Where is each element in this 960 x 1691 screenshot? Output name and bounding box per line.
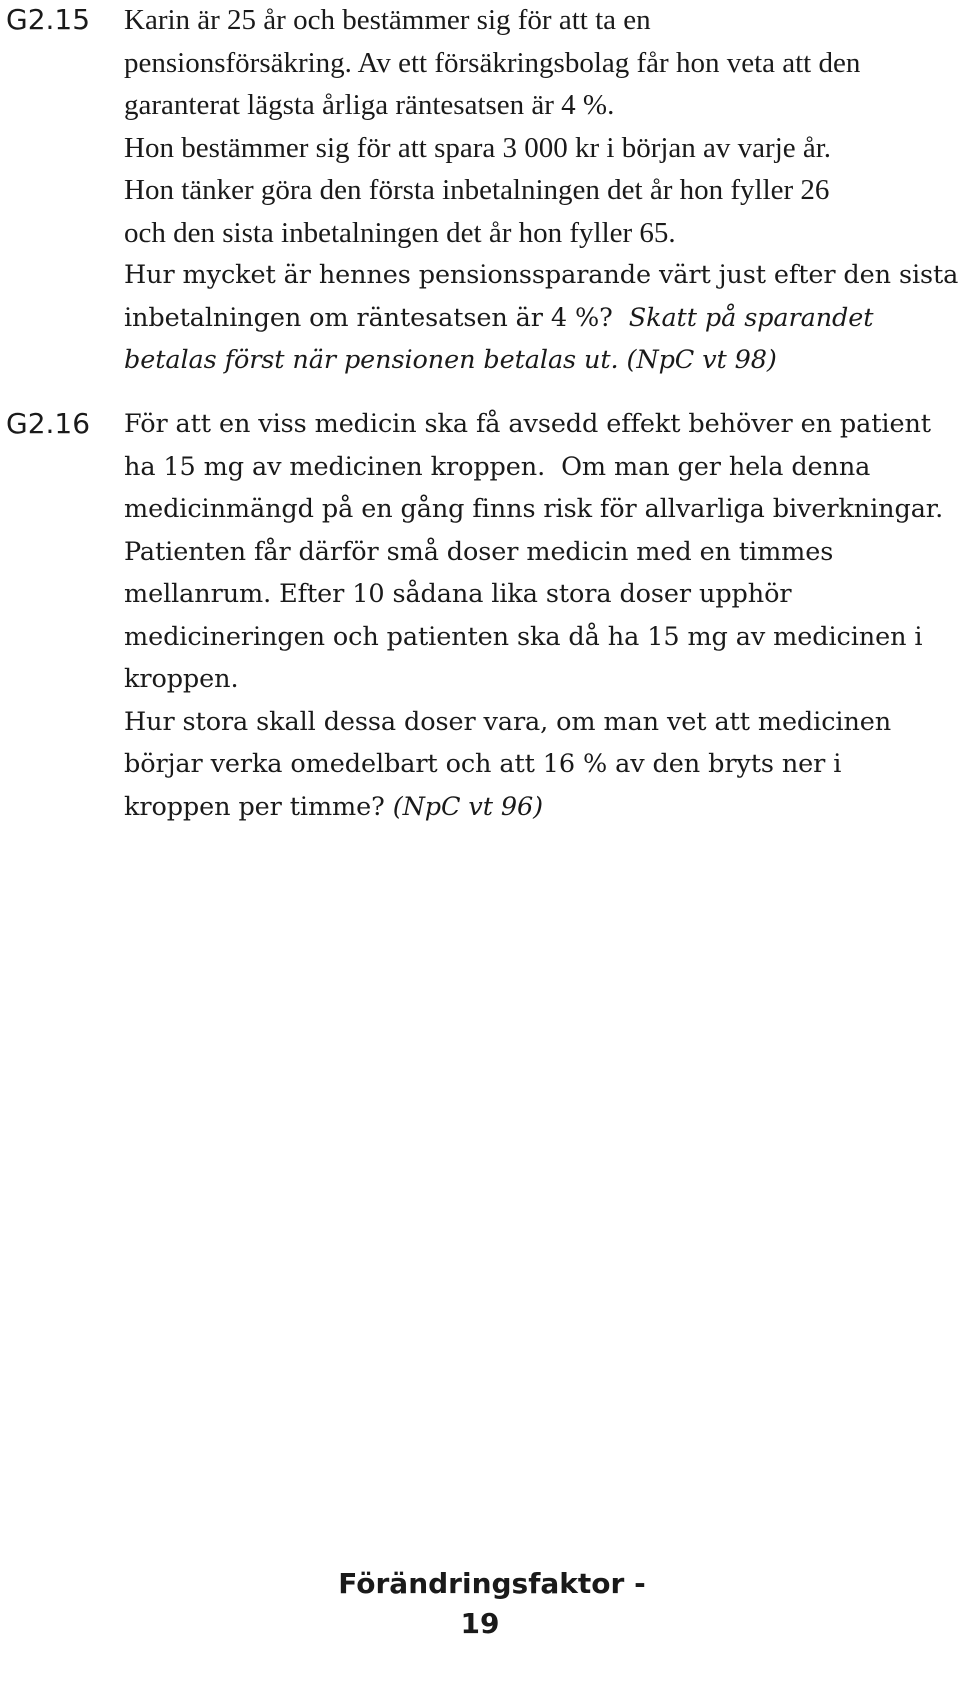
text-line: [124, 447, 960, 490]
italic-note: Skatt på sparandet: [628, 302, 874, 333]
text-line: medicineringen och patienten ska då ha 15 mg av medicinen i: [124, 621, 923, 652]
text-line: Hon bestämmer sig för att spara 3 000 kr i början av varje år.: [124, 131, 832, 164]
problem-text: [124, 0, 960, 383]
text-line: medicinmängd på en gång finns risk för allvarliga biverkningar.: [124, 494, 944, 524]
text-line: [124, 298, 960, 341]
text-line: betalas först när pensionen betalas ut. (NpC vt 98): [124, 345, 777, 375]
page-footer: [0, 1564, 960, 1644]
text-line: För att en viss medicin ska få avsedd effekt behöver en patient: [124, 409, 931, 439]
problem-number: G2.16: [6, 407, 91, 440]
text-segment: Om man ger hela denna: [561, 451, 871, 482]
text-segment: inbetalningen om räntesatsen är 4 %?: [124, 302, 613, 333]
text-line: Hur mycket är hennes pensionssparande värt just efter den sista: [124, 260, 959, 290]
text-line: börjar verka omedelbart och att 16 % av den bryts ner i: [124, 749, 842, 779]
text-segment: ha 15 mg av medicinen kroppen.: [124, 451, 546, 482]
footer-title: Förändringsfaktor -: [338, 1567, 646, 1600]
italic-note: (NpC vt 96): [392, 791, 543, 822]
text-line: Hon tänker göra den första inbetalningen det år hon fyller 26: [124, 174, 830, 206]
text-segment: kroppen per timme?: [124, 791, 385, 822]
text-line: Karin är 25 år och bestämmer sig för att ta en: [124, 4, 651, 36]
text-line: mellanrum. Efter 10 sådana lika stora doser upphör: [124, 579, 792, 609]
page-number: 19: [460, 1607, 500, 1640]
text-line: och den sista inbetalningen det år hon fyller 65.: [124, 216, 676, 249]
text-line: [124, 787, 960, 830]
problem-text: [124, 404, 960, 829]
text-line: Patienten får därför små doser medicin med en timmes: [124, 536, 834, 567]
text-line: kroppen.: [124, 664, 239, 694]
problem-number: G2.15: [6, 3, 91, 36]
text-line: garanterat lägsta årliga räntesatsen är 4 %.: [124, 89, 615, 121]
text-line: Hur stora skall dessa doser vara, om man vet att medicinen: [124, 706, 892, 737]
text-line: pensionsförsäkring. Av ett försäkringsbolag får hon veta att den: [124, 46, 861, 79]
